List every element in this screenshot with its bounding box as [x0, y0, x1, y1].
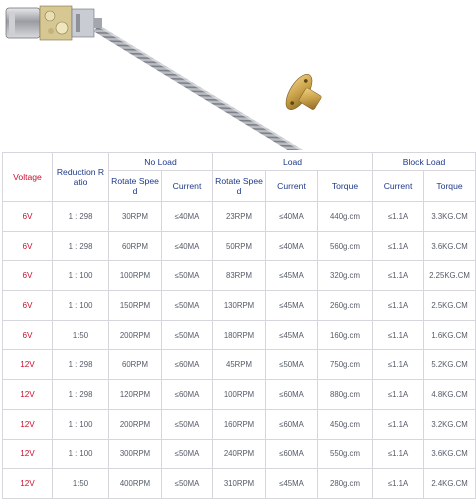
block-torque-cell: 1.6KG.CM — [424, 320, 476, 350]
load-torque-cell: 550g.cm — [318, 439, 373, 469]
load-speed-cell: 83RPM — [213, 261, 266, 291]
block-torque-cell: 3.3KG.CM — [424, 202, 476, 232]
reduction-ratio-header: Reduction R atio — [53, 153, 109, 202]
ratio-cell: 1 : 100 — [53, 291, 109, 321]
block-current-cell: ≤1.1A — [373, 439, 424, 469]
voltage-cell: 6V — [3, 291, 53, 321]
ratio-cell: 1:50 — [53, 320, 109, 350]
load-speed-header: Rotate Spee d — [213, 171, 266, 202]
table-row — [3, 439, 476, 469]
load-speed-cell: 45RPM — [213, 350, 266, 380]
ratio-cell: 1 : 298 — [53, 231, 109, 261]
load-speed-cell: 160RPM — [213, 409, 266, 439]
no-load-speed-cell: 100RPM — [109, 261, 162, 291]
no-load-speed-cell: 60RPM — [109, 350, 162, 380]
no-load-current-header: Current — [162, 171, 213, 202]
load-speed-cell: 100RPM — [213, 380, 266, 410]
voltage-cell: 6V — [3, 231, 53, 261]
block-current-cell: ≤1.1A — [373, 261, 424, 291]
ratio-cell: 1:50 — [53, 469, 109, 499]
no-load-current-cell: ≤50MA — [162, 469, 213, 499]
load-torque-cell: 560g.cm — [318, 231, 373, 261]
block-torque-cell: 3.6KG.CM — [424, 231, 476, 261]
ratio-cell: 1 : 100 — [53, 409, 109, 439]
table-row — [3, 409, 476, 439]
block-torque-cell: 3.6KG.CM — [424, 439, 476, 469]
load-torque-cell: 160g.cm — [318, 320, 373, 350]
load-torque-cell: 260g.cm — [318, 291, 373, 321]
load-current-cell: ≤60MA — [266, 380, 318, 410]
block-current-cell: ≤1.1A — [373, 409, 424, 439]
voltage-cell: 12V — [3, 469, 53, 499]
no-load-speed-cell: 400RPM — [109, 469, 162, 499]
gear-motor-with-lead-screw-icon — [0, 0, 476, 150]
load-speed-cell: 130RPM — [213, 291, 266, 321]
load-torque-cell: 450g.cm — [318, 409, 373, 439]
block-current-cell: ≤1.1A — [373, 350, 424, 380]
table-row — [3, 231, 476, 261]
load-torque-cell: 280g.cm — [318, 469, 373, 499]
load-current-cell: ≤50MA — [266, 350, 318, 380]
block-current-cell: ≤1.1A — [373, 291, 424, 321]
no-load-current-cell: ≤60MA — [162, 380, 213, 410]
table-row — [3, 261, 476, 291]
no-load-speed-header: Rotate Spee d — [109, 171, 162, 202]
load-current-cell: ≤45MA — [266, 261, 318, 291]
load-current-cell: ≤40MA — [266, 202, 318, 232]
load-current-cell: ≤45MA — [266, 320, 318, 350]
table-row — [3, 380, 476, 410]
block-torque-cell: 2.4KG.CM — [424, 469, 476, 499]
block-torque-cell: 3.2KG.CM — [424, 409, 476, 439]
no-load-current-cell: ≤50MA — [162, 409, 213, 439]
load-speed-cell: 310RPM — [213, 469, 266, 499]
load-current-header: Current — [266, 171, 318, 202]
no-load-speed-cell: 200RPM — [109, 409, 162, 439]
load-current-cell: ≤45MA — [266, 291, 318, 321]
load-current-cell: ≤45MA — [266, 469, 318, 499]
no-load-speed-cell: 150RPM — [109, 291, 162, 321]
ratio-cell: 1 : 298 — [53, 380, 109, 410]
voltage-cell: 6V — [3, 202, 53, 232]
ratio-cell: 1 : 100 — [53, 439, 109, 469]
load-torque-cell: 320g.cm — [318, 261, 373, 291]
load-current-cell: ≤60MA — [266, 439, 318, 469]
spec-table — [2, 152, 476, 499]
load-header: Load — [213, 153, 373, 171]
block-torque-header: Torque — [424, 171, 476, 202]
block-torque-cell: 2.25KG.CM — [424, 261, 476, 291]
voltage-cell: 12V — [3, 439, 53, 469]
header-row-group — [3, 153, 476, 171]
load-speed-cell: 240RPM — [213, 439, 266, 469]
block-current-cell: ≤1.1A — [373, 320, 424, 350]
no-load-speed-cell: 60RPM — [109, 231, 162, 261]
no-load-current-cell: ≤60MA — [162, 350, 213, 380]
ratio-cell: 1 : 298 — [53, 202, 109, 232]
load-speed-cell: 23RPM — [213, 202, 266, 232]
block-current-cell: ≤1.1A — [373, 202, 424, 232]
voltage-cell: 12V — [3, 409, 53, 439]
ratio-cell: 1 : 100 — [53, 261, 109, 291]
no-load-speed-cell: 120RPM — [109, 380, 162, 410]
block-current-cell: ≤1.1A — [373, 231, 424, 261]
no-load-current-cell: ≤50MA — [162, 291, 213, 321]
load-torque-cell: 440g.cm — [318, 202, 373, 232]
no-load-current-cell: ≤50MA — [162, 320, 213, 350]
no-load-current-cell: ≤40MA — [162, 202, 213, 232]
table-row — [3, 350, 476, 380]
block-current-header: Current — [373, 171, 424, 202]
no-load-header: No Load — [109, 153, 213, 171]
load-torque-header: Torque — [318, 171, 373, 202]
table-row — [3, 320, 476, 350]
no-load-current-cell: ≤50MA — [162, 439, 213, 469]
block-current-cell: ≤1.1A — [373, 380, 424, 410]
no-load-speed-cell: 30RPM — [109, 202, 162, 232]
no-load-current-cell: ≤40MA — [162, 231, 213, 261]
no-load-speed-cell: 300RPM — [109, 439, 162, 469]
voltage-cell: 6V — [3, 320, 53, 350]
block-torque-cell: 5.2KG.CM — [424, 350, 476, 380]
load-speed-cell: 180RPM — [213, 320, 266, 350]
ratio-cell: 1 : 298 — [53, 350, 109, 380]
voltage-header: Voltage — [3, 153, 53, 202]
no-load-speed-cell: 200RPM — [109, 320, 162, 350]
block-torque-cell: 4.8KG.CM — [424, 380, 476, 410]
table-row — [3, 469, 476, 499]
no-load-current-cell: ≤50MA — [162, 261, 213, 291]
load-current-cell: ≤40MA — [266, 231, 318, 261]
load-torque-cell: 880g.cm — [318, 380, 373, 410]
voltage-cell: 12V — [3, 350, 53, 380]
load-torque-cell: 750g.cm — [318, 350, 373, 380]
block-current-cell: ≤1.1A — [373, 469, 424, 499]
voltage-cell: 12V — [3, 380, 53, 410]
table-row — [3, 291, 476, 321]
table-row — [3, 202, 476, 232]
voltage-cell: 6V — [3, 261, 53, 291]
load-speed-cell: 50RPM — [213, 231, 266, 261]
block-load-header: Block Load — [373, 153, 476, 171]
load-current-cell: ≤60MA — [266, 409, 318, 439]
block-torque-cell: 2.5KG.CM — [424, 291, 476, 321]
